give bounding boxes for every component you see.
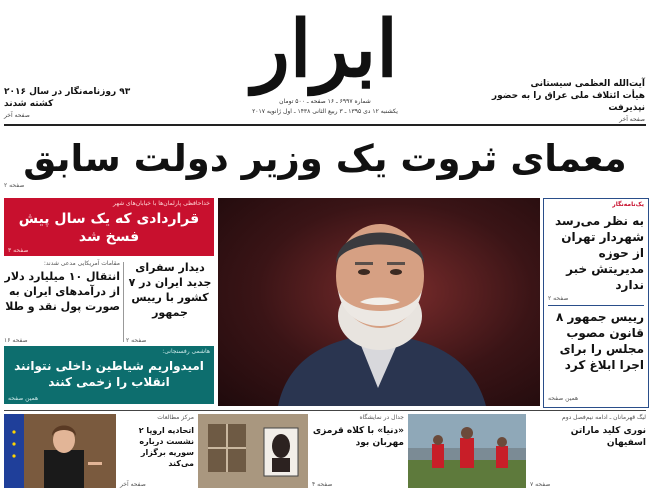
side-divider — [548, 305, 644, 306]
story-left-page-ref: صفحه ۱۶ — [4, 337, 28, 344]
ear-right — [470, 78, 645, 126]
main-headline-page-ref: صفحه ۲ — [4, 182, 25, 189]
side-story2-title[interactable]: رییس جمهور ۸ قانون مصوب مجلس را برای اجرا ابلاغ کرد — [555, 310, 644, 372]
bottom-middle-page-ref: صفحه ۴ — [312, 481, 333, 488]
bottom-right-title: نوری کلید ماراتن اسفیهان — [570, 426, 646, 448]
exhibition-illustration — [198, 414, 308, 488]
side-kicker: یک‌نامه‌نگار — [612, 201, 644, 208]
masthead-logo: ابرار — [252, 4, 398, 95]
side-story2-ref: همین صفحه — [548, 395, 579, 402]
football-photo — [408, 414, 526, 488]
ear-left — [4, 86, 144, 122]
ear-right-line2: هیأت ائتلاف ملی عراق را به حضور نپذیرفت — [491, 91, 645, 113]
main-headline[interactable]: معمای ثروت یک وزیر دولت سابق — [23, 137, 627, 180]
eu-photo — [4, 414, 116, 488]
ear-left-line2: کشته شدند — [4, 99, 54, 109]
side-story1-title[interactable]: به نظر می‌رسد شهردار تهران از حوزه مدیریتش خبر ندارد — [554, 214, 644, 292]
side-story1-ref: صفحه ۲ — [548, 295, 569, 302]
ear-right-line1: آیت‌الله العظمی سیستانی — [530, 79, 645, 89]
story-left-title: انتقال ۱۰ میلیارد دلار از درآمدهای ایران به صورت پول نقد و طلا — [4, 270, 120, 313]
bottom-right-story[interactable] — [530, 414, 646, 488]
ear-right-page-ref: صفحه آخر — [619, 116, 645, 123]
bottom-middle-story[interactable] — [312, 414, 404, 488]
bottom-left-story[interactable] — [120, 414, 194, 488]
red-story-kicker: خداحافظی پارلمان‌ها با خیابان‌های شهر — [113, 200, 210, 207]
eu-illustration — [4, 414, 116, 488]
story-right[interactable] — [126, 260, 214, 344]
column-rule — [123, 262, 124, 342]
exhibition-photo — [198, 414, 308, 488]
bottom-left-title: اتحادیه اروپا ۲ نشست درباره سوریه برگزار می‌کند — [138, 426, 194, 468]
bottom-middle-kicker: جدال در نمایشگاه — [359, 414, 404, 421]
story-left[interactable] — [4, 260, 120, 344]
story-left-kicker: مقامات آمریکایی مدعی شدند: — [43, 260, 120, 267]
bottom-middle-title: «دنیا» با کلاه قرمزی مهربان بود — [312, 426, 404, 448]
teal-story-box[interactable] — [4, 346, 214, 404]
red-story-box[interactable] — [4, 198, 214, 256]
ear-left-page-ref: صفحه آخر — [4, 112, 30, 119]
portrait-illustration — [218, 198, 540, 406]
bottom-left-kicker: مرکز مطالعات — [157, 414, 194, 421]
bottom-divider — [4, 410, 646, 411]
bottom-right-kicker: لیگ قهرمانان ـ ادامه نیم‌فصل دوم — [561, 414, 646, 421]
story-right-page-ref: صفحه ۲ — [126, 337, 147, 344]
football-illustration — [408, 414, 526, 488]
masthead-divider — [4, 124, 646, 126]
teal-story-page-ref: همین صفحه — [8, 395, 39, 402]
red-story-title: قراردادی که یک سال پیش فسخ شد — [18, 211, 200, 245]
teal-story-title: امیدواریم شیاطین داخلی نتوانند انقلاب را زخمی کنند — [14, 359, 204, 389]
side-column — [543, 198, 649, 408]
teal-story-kicker: هاشمی رفسنجانی: — [162, 348, 210, 355]
issue-date: یکشنبه ۱۲ دی ۱۳۹۵ ـ ۳ ربیع الثانی ۱۴۳۸ ـ اول ژانویه ۲۰۱۷ — [252, 108, 398, 115]
red-story-page-ref: صفحه ۳ — [8, 247, 29, 254]
main-photo — [218, 198, 540, 406]
bottom-right-page-ref: صفحه ۷ — [530, 481, 551, 488]
issue-number: شماره ۶۹۹۷ ـ ۱۶ صفحه ـ ۵۰۰ تومان — [279, 98, 371, 105]
bottom-left-page-ref: صفحه آخر — [120, 481, 146, 488]
ear-left-line1: ۹۳ روزنامه‌نگار در سال ۲۰۱۶ — [4, 87, 131, 97]
story-right-title: دیدار سفرای جدید ایران در ۷ کشور با رییس جمهور — [128, 261, 212, 319]
